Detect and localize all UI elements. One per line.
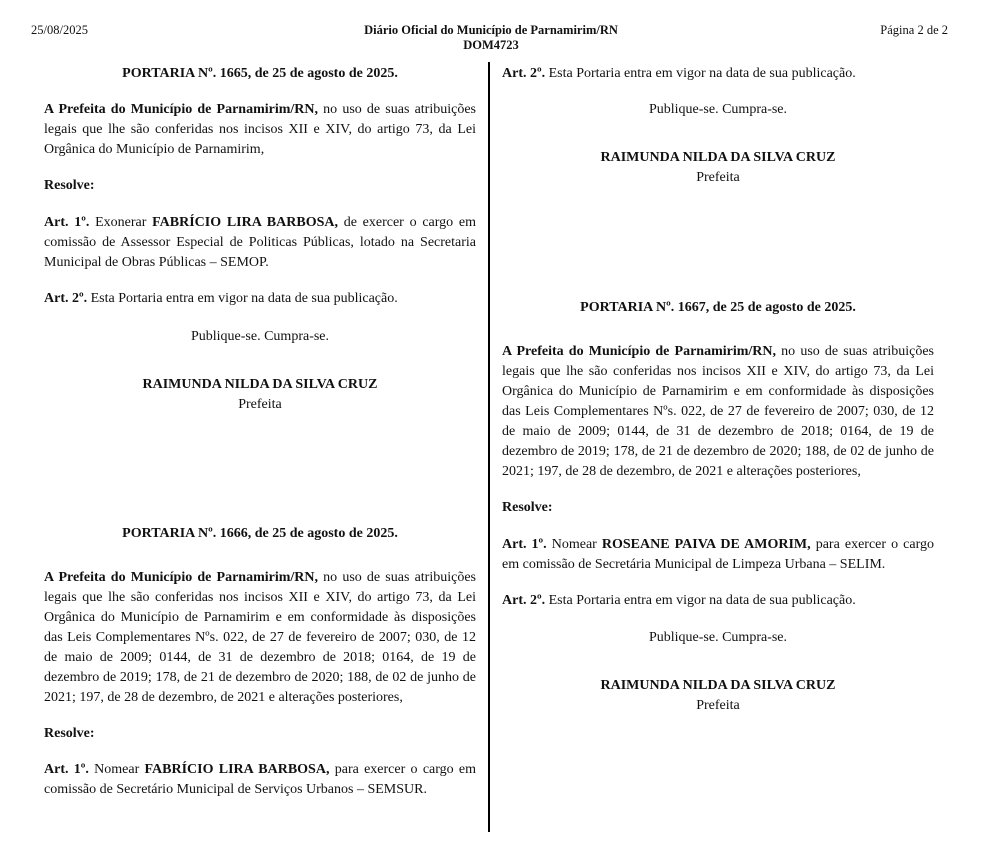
header-date: 25/08/2025	[31, 23, 88, 37]
intro-text: no uso de suas atribuições legais que lhe são conferidas nos incisos XII e XIV, do artigo 73, da Lei Orgânica do Município de Parnamirim e em conformidade às disposições das Leis Complementares Nºs. 022, de 27 de fevereiro de 2007; 030, de 12 de maio de 2009; 0144, de 31 de dezembro de 2018; 0164, de 19 de dezembro de 2019; 178, de 21 de dezembro de 2020; 188, de 02 de junho de 2021; 197, de 28 de dezembro, de 2021 e alterações posteriores,	[502, 344, 934, 479]
signer-name: RAIMUNDA NILDA DA SILVA CRUZ	[600, 150, 836, 165]
article-text: Esta Portaria entra em vigor na data de sua publicação.	[87, 291, 398, 306]
person-name: ROSEANE PAIVA DE AMORIM,	[601, 537, 811, 552]
intro-bold: A Prefeita do Município de Parnamirim/RN,	[502, 344, 777, 359]
intro-bold: A Prefeita do Município de Parnamirim/RN,	[44, 570, 319, 585]
article-2	[502, 64, 934, 84]
article-label: Art. 2º.	[44, 291, 88, 306]
intro-text: no uso de suas atribuições legais que lhe são conferidas nos incisos XII e XIV, do artigo 73, da Lei Orgânica do Município de Parnamirim,	[44, 102, 476, 157]
portaria-intro	[44, 568, 476, 708]
header-title: Diário Oficial do Município de Parnamirim/RN	[364, 23, 618, 37]
resolve-label: Resolve:	[502, 500, 553, 515]
article-text: Nomear	[88, 762, 145, 777]
publique-line: Publique-se. Cumpra-se.	[648, 102, 788, 117]
article-text: para exercer o cargo em comissão de Secretária Municipal de Limpeza Urbana – SELIM.	[502, 537, 934, 572]
signer-role: Prefeita	[696, 698, 740, 713]
article-label: Art. 1º.	[44, 762, 89, 777]
portaria-1665	[44, 64, 476, 415]
portaria-title: PORTARIA Nº. 1665, de 25 de agosto de 2025.	[122, 66, 398, 81]
portaria-1667	[502, 298, 934, 716]
person-name: FABRÍCIO LIRA BARBOSA,	[152, 215, 338, 230]
article-label: Art. 1º.	[44, 215, 90, 230]
header-page-number: Página 2 de 2	[880, 23, 948, 37]
signer-role: Prefeita	[696, 170, 740, 185]
publique-line: Publique-se. Cumpra-se.	[190, 329, 330, 344]
portaria-intro	[44, 100, 476, 160]
article-text: para exercer o cargo em comissão de Secretário Municipal de Serviços Urbanos – SEMSUR.	[44, 762, 477, 797]
resolve-label: Resolve:	[44, 178, 95, 193]
article-1	[44, 213, 476, 273]
article-label: Art. 2º.	[502, 66, 546, 81]
portaria-1666	[44, 524, 476, 800]
article-label: Art. 2º.	[502, 593, 546, 608]
portaria-1666-continued	[502, 64, 934, 188]
article-2	[44, 289, 476, 309]
article-text: Nomear	[546, 537, 602, 552]
portaria-title: PORTARIA Nº. 1667, de 25 de agosto de 2025.	[580, 300, 856, 315]
portaria-intro	[502, 342, 934, 482]
publique-line: Publique-se. Cumpra-se.	[648, 630, 788, 645]
person-name: FABRÍCIO LIRA BARBOSA,	[144, 762, 330, 777]
signer-role: Prefeita	[238, 397, 282, 412]
intro-text: no uso de suas atribuições legais que lhe são conferidas nos incisos XII e XIV, do artigo 73, da Lei Orgânica do Município de Parnamirim e em conformidade às disposições das Leis Complementares Nºs. 022, de 27 de fevereiro de 2007; 030, de 12 de maio de 2009; 0144, de 31 de dezembro de 2018; 0164, de 19 de dezembro de 2019; 178, de 21 de dezembro de 2020; 188, de 02 de junho de 2021; 197, de 28 de dezembro, de 2021 e alterações posteriores,	[44, 570, 476, 705]
article-label: Art. 1º.	[502, 537, 547, 552]
article-1	[502, 535, 934, 575]
article-text: de exercer o cargo em comissão de Assessor Especial de Politicas Públicas, lotado na Secretaria Municipal de Obras Públicas – SEMOP.	[44, 215, 476, 270]
portaria-title: PORTARIA Nº. 1666, de 25 de agosto de 2025.	[122, 526, 398, 541]
signer-name: RAIMUNDA NILDA DA SILVA CRUZ	[600, 678, 836, 693]
article-2	[502, 591, 934, 611]
intro-bold: A Prefeita do Município de Parnamirim/RN,	[44, 102, 319, 117]
article-text: Exonerar	[89, 215, 153, 230]
header-title-block	[0, 23, 982, 53]
column-divider	[488, 62, 490, 832]
article-text: Esta Portaria entra em vigor na data de sua publicação.	[545, 66, 856, 81]
article-text: Esta Portaria entra em vigor na data de sua publicação.	[545, 593, 856, 608]
header-edition: DOM4723	[463, 38, 519, 52]
resolve-label: Resolve:	[44, 726, 95, 741]
signer-name: RAIMUNDA NILDA DA SILVA CRUZ	[142, 377, 378, 392]
article-1	[44, 760, 476, 800]
